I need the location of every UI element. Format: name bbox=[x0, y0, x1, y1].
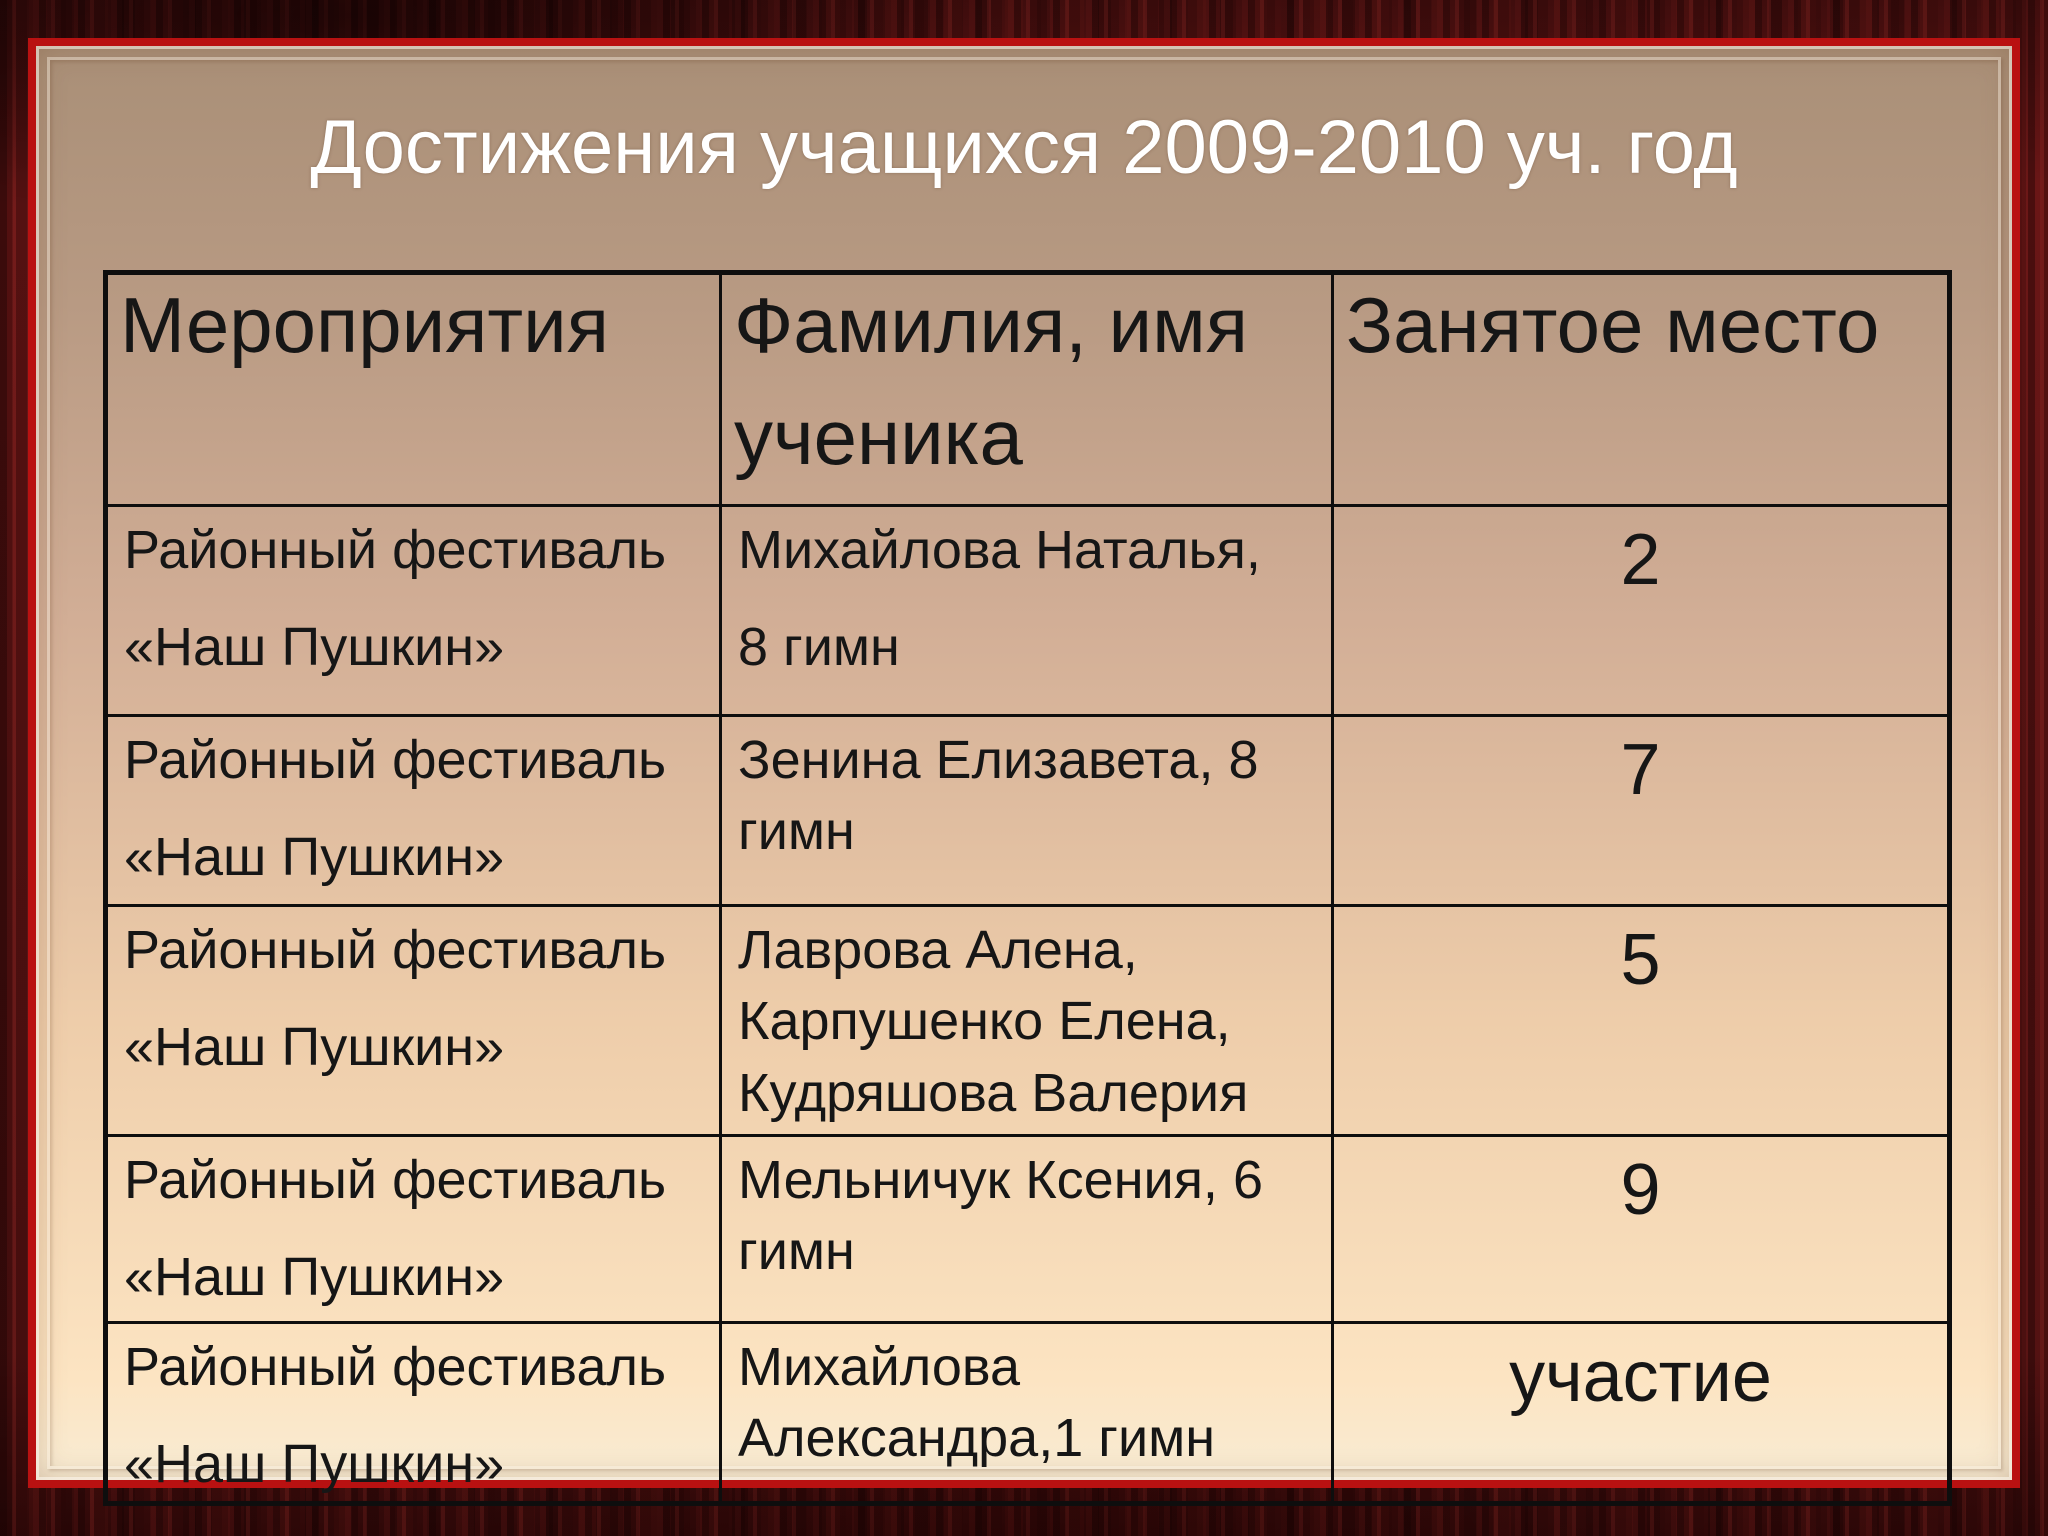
cell-paragraph bbox=[124, 612, 703, 683]
cell-paragraph bbox=[738, 1332, 1315, 1475]
student-cell bbox=[721, 1323, 1333, 1504]
header-cell-student-name bbox=[721, 273, 1333, 506]
cell-paragraph bbox=[124, 515, 703, 586]
cell-paragraph bbox=[124, 725, 703, 796]
table-row bbox=[106, 716, 1950, 906]
cell-text-line: Мельничук Ксения, 6 bbox=[738, 1150, 1263, 1210]
event-cell bbox=[106, 506, 721, 716]
cell-paragraph bbox=[124, 1012, 703, 1083]
cell-text-line: Фамилия, имя bbox=[734, 281, 1248, 369]
cell-text-line: 8 гимн bbox=[738, 617, 900, 678]
student-cell bbox=[721, 906, 1333, 1136]
cell-text-line: Районный фестиваль bbox=[124, 920, 667, 980]
event-cell bbox=[106, 1323, 721, 1504]
cell-text-line: Мероприятия bbox=[120, 281, 609, 369]
place-cell: 7 bbox=[1333, 716, 1950, 906]
cell-paragraph bbox=[124, 1145, 703, 1216]
cell-text-line: Михайлова Наталья, bbox=[738, 520, 1261, 580]
cell-text-line: Районный фестиваль bbox=[124, 520, 667, 580]
cell-text-line: Районный фестиваль bbox=[124, 1337, 667, 1397]
table-body bbox=[106, 506, 1950, 1504]
cell-paragraph bbox=[124, 1429, 703, 1500]
student-cell bbox=[721, 716, 1333, 906]
cell-text-line: «Наш Пушкин» bbox=[124, 1017, 505, 1078]
cell-text-line: Районный фестиваль bbox=[124, 1150, 667, 1210]
cell-text-line: гимн bbox=[738, 801, 855, 862]
cell-text-line: «Наш Пушкин» bbox=[124, 1247, 505, 1308]
header-cell-events bbox=[106, 273, 721, 506]
cell-text-line: Карпушенко Елена, bbox=[738, 991, 1231, 1052]
cell-paragraph bbox=[738, 515, 1315, 586]
header-cell-place bbox=[1333, 273, 1950, 506]
table-header-row bbox=[106, 273, 1950, 506]
cell-text-line: ученика bbox=[734, 392, 1023, 481]
cell-paragraph bbox=[738, 915, 1315, 1129]
cell-text-line: Лаврова Алена, bbox=[738, 920, 1138, 980]
cell-text-line: Зенина Елизавета, 8 bbox=[738, 730, 1259, 790]
table-row bbox=[106, 506, 1950, 716]
cell-paragraph bbox=[124, 1332, 703, 1403]
cell-text-line: Занятое место bbox=[1346, 281, 1880, 369]
place-cell: 9 bbox=[1333, 1136, 1950, 1323]
cell-text-line: Михайлова bbox=[738, 1337, 1020, 1397]
table-row bbox=[106, 906, 1950, 1136]
cell-text-line: «Наш Пушкин» bbox=[124, 827, 505, 888]
student-cell bbox=[721, 1136, 1333, 1323]
table-row bbox=[106, 1323, 1950, 1504]
cell-paragraph bbox=[124, 915, 703, 986]
achievements-table bbox=[103, 270, 1952, 1506]
table-header bbox=[106, 273, 1950, 506]
cell-paragraph bbox=[738, 1145, 1315, 1288]
slide-title: Достижения учащихся 2009-2010 уч. год bbox=[310, 105, 1738, 190]
event-cell bbox=[106, 906, 721, 1136]
event-cell bbox=[106, 716, 721, 906]
cell-text-line: гимн bbox=[738, 1221, 855, 1282]
place-cell: участие bbox=[1333, 1323, 1950, 1504]
cell-paragraph bbox=[738, 612, 1315, 683]
cell-text-line: «Наш Пушкин» bbox=[124, 1434, 505, 1495]
cell-text-line: Районный фестиваль bbox=[124, 730, 667, 790]
event-cell bbox=[106, 1136, 721, 1323]
cell-text-line: Кудряшова Валерия bbox=[738, 1062, 1249, 1123]
cell-paragraph bbox=[124, 822, 703, 893]
place-cell: 5 bbox=[1333, 906, 1950, 1136]
table-row bbox=[106, 1136, 1950, 1323]
cell-text-line: Александра,1 гимн bbox=[738, 1408, 1216, 1469]
cell-text-line: «Наш Пушкин» bbox=[124, 617, 505, 678]
cell-paragraph bbox=[124, 1242, 703, 1313]
cell-paragraph bbox=[738, 725, 1315, 868]
student-cell bbox=[721, 506, 1333, 716]
place-cell: 2 bbox=[1333, 506, 1950, 716]
